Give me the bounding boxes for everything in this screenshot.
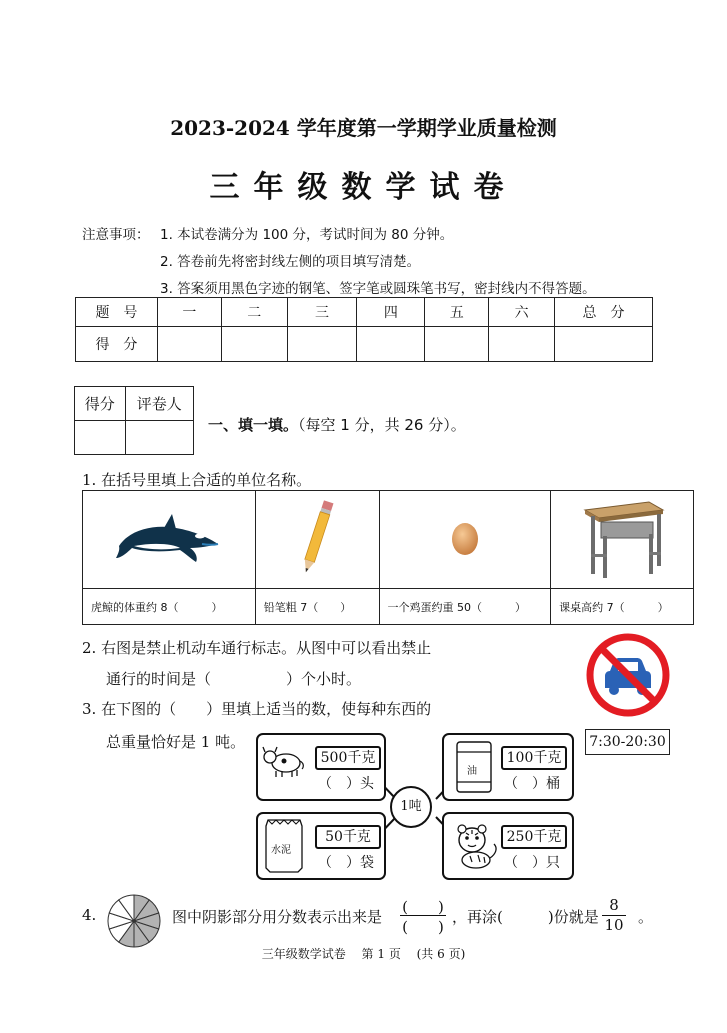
score-header-label: 题 号: [76, 298, 158, 327]
q4-fraction-numerator: 8: [609, 896, 619, 914]
note-item-1: 1. 本试卷满分为 100 分，考试时间为 80 分钟。: [160, 227, 454, 243]
school-year-title: 2023-2024 学年度第一学期学业质量检测: [170, 116, 557, 140]
q4-fraction-denominator: 10: [602, 915, 626, 937]
q4-answer-numerator-blank[interactable]: ( ): [402, 898, 444, 916]
score-header-total: 总 分: [555, 298, 653, 327]
tiger-unit[interactable]: （ ）只: [504, 855, 560, 871]
score-row-label: 得 分: [76, 327, 158, 362]
cow-weight: 500千克: [315, 746, 381, 770]
orca-image-cell: [83, 491, 256, 589]
q2-line1: 2. 右图是禁止机动车通行标志。从图中可以看出禁止: [82, 639, 432, 657]
egg-image-cell: [379, 491, 551, 589]
q3-line1: 3. 在下图的（ ）里填上适当的数，使每种东西的: [82, 700, 432, 718]
q3-tiger-box: [442, 812, 574, 880]
q3-cement-box: [256, 812, 386, 880]
cow-icon: [260, 743, 306, 779]
score-cell-5[interactable]: [425, 327, 489, 362]
note-item-3: 3. 答案须用黑色字迹的钢笔、签字笔或圆珠笔书写，密封线内不得答题。: [160, 281, 596, 297]
q4-circle-fraction-icon: [106, 893, 162, 949]
score-cell-6[interactable]: [489, 327, 555, 362]
tiger-icon: [452, 820, 500, 870]
score-cell-4[interactable]: [357, 327, 425, 362]
desk-icon: [577, 496, 667, 580]
q1-caption-pencil: 铅笔粗 7（ ）: [255, 589, 379, 625]
q4-text-1: 图中阴影部分用分数表示出来是: [172, 908, 383, 926]
score-cell-2[interactable]: [221, 327, 287, 362]
note-item-2: 2. 答卷前先将密封线左侧的项目填写清楚。: [160, 254, 421, 270]
score-header-3: 三: [287, 298, 357, 327]
score-header-2: 二: [221, 298, 287, 327]
q4-answer-denominator-blank[interactable]: ( ): [400, 915, 446, 937]
score-cell-3[interactable]: [287, 327, 357, 362]
no-vehicle-sign-icon: [585, 630, 671, 720]
q4-target-fraction: [602, 896, 626, 937]
sign-time-label: 7:30-20:30: [585, 729, 670, 755]
q3-center-total: 1吨: [390, 786, 432, 828]
cement-unit[interactable]: （ ）袋: [318, 855, 374, 871]
orca-icon: [114, 508, 224, 568]
oil-label: 油: [467, 766, 477, 777]
q4-answer-fraction[interactable]: [400, 896, 446, 937]
grader-table: [74, 386, 194, 455]
cement-weight: 50千克: [315, 825, 381, 849]
q1-table: [82, 490, 694, 625]
score-cell-total[interactable]: [555, 327, 653, 362]
section1-title: [208, 414, 466, 435]
oil-weight: 100千克: [501, 746, 567, 770]
tiger-weight: 250千克: [501, 825, 567, 849]
score-header-1: 一: [157, 298, 221, 327]
q4-end: 。: [638, 908, 654, 926]
pencil-icon: [297, 498, 337, 578]
section1-note: （每空 1 分，共 26 分）。: [298, 416, 466, 434]
q2-line2: 通行的时间是（ ）个小时。: [106, 670, 362, 688]
q1-caption-desk: 课桌高约 7（ ）: [551, 589, 694, 625]
score-header-5: 五: [425, 298, 489, 327]
score-cell-1[interactable]: [157, 327, 221, 362]
grader-label: 评卷人: [125, 387, 193, 421]
q4-text-2: ，再涂( )份就是: [452, 908, 599, 926]
q4-number: 4.: [82, 906, 97, 924]
q1-text: 1. 在括号里填上合适的单位名称。: [82, 471, 312, 489]
q1-caption-egg: 一个鸡蛋约重 50（ ）: [379, 589, 551, 625]
cow-unit[interactable]: （ ）头: [318, 776, 374, 792]
cement-label: 水泥: [271, 845, 291, 856]
oil-unit[interactable]: （ ）桶: [504, 776, 560, 792]
pencil-image-cell: [255, 491, 379, 589]
exam-title: 三年级数学试卷: [209, 170, 518, 205]
q1-caption-orca: 虎鲸的体重约 8（ ）: [83, 589, 256, 625]
grader-score-cell[interactable]: [75, 421, 126, 455]
q3-line2: 总重量恰好是 1 吨。: [106, 733, 246, 751]
grader-score-label: 得分: [75, 387, 126, 421]
egg-icon: [447, 518, 483, 558]
grader-name-cell[interactable]: [125, 421, 193, 455]
section1-heading: 一、填一填。: [208, 416, 299, 434]
score-header-4: 四: [357, 298, 425, 327]
notes-label: 注意事项：: [82, 227, 150, 243]
score-header-6: 六: [489, 298, 555, 327]
desk-image-cell: [551, 491, 694, 589]
q3-oil-box: [442, 733, 574, 801]
q3-cow-box: [256, 733, 386, 801]
score-table: [75, 297, 653, 362]
page-footer: 三年级数学试卷 第 1 页 (共 6 页): [261, 947, 466, 961]
